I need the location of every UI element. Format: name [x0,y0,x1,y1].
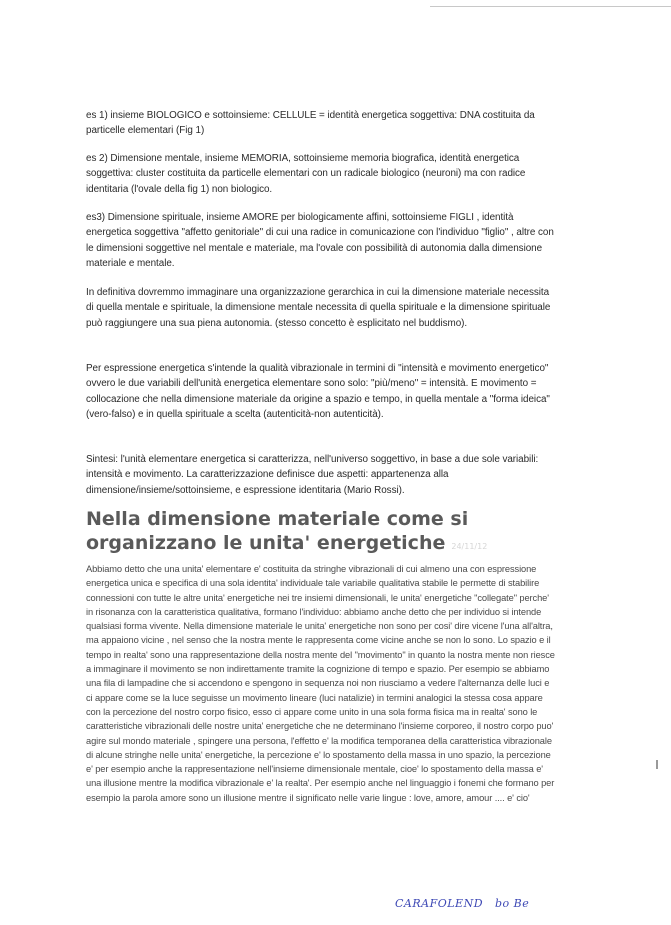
heading-date: 24/11/12 [451,542,488,551]
paragraph-example-3: es3) Dimensione spirituale, insieme AMORE per biologicamente affini, sottoinsieme FIGLI , identità energetica soggettiva "affetto genitoriale" di cui una radice in comunicazione con l'individuo "figlio" , altre con le dimensioni soggettive nel mentale e materiale, ma l'ovale con possibilità di autonomia dalla dimensione materiale e mentale. [86,212,554,270]
article-body: Abbiamo detto che una unita' elementare e' costituita da stringhe vibrazionali di cui almeno una con espressione energetica unica e specifica di una sola identita' individuale tale variabile qualitativa stabile le permette di stabilire connessioni con tutte le altre unita' energetiche nei tre insiemi dimensionali, le unita' energetiche "collegate" perche' in risonanza con la caratteristica qualitativa, formano l'individuo: abbiamo anche detto che per individuo si intende qualsiasi forma vivente. Nella dimensione materiale le unita' energetiche non sono per cosi' dire vicene l'una all'altra, ma appaiono vicine , nel senso che la nostra mente le rappresenta come vicine anche se non lo sono. Lo spazio e il tempo in realta' sono una rappresentazione della nostra mente del "movimento" in quanto la nostra mente non riesce a immaginare il movimento se non indirettamente tramite la cognizione di tempo e spazio. Per esempio se abbiamo una fila di lampadine che si accendono e spengono in sequenza noi non riusciamo a vedere l'alternanza delle luci e ci appare come se la luce seguisse un movimento lineare (luci natalizie) in termini analogici la stessa cosa appare con la percezione del nostro corpo fisico, esso ci appare come unito in una sola forma fisica ma in realta' sono le caratteristiche vibrazionali delle nostre unita' energetiche che ne determinano l'insieme corporeo, il nostro corpo puo' agire sul mondo materiale , spingere una persona, l'effetto e' la modifica temporanea della caratteristica vibrazionale di alcune stringhe nelle unita' energetiche, la percezione e' lo spostamento della massa in uno spazio, la percezione e' per esempio anche la rappresentazione nell'insieme dimensionale mentale, cioe' lo spostamento della massa e' una illusione mentre la modifica vibrazionale e' la realta'. Per esempio anche nel linguaggio i fonemi che formano per esempio la parola amore sono un illusione mentre il significato nelle varie lingue : love, amore, amour .... e' cio' [86,564,555,803]
heading-title: Nella dimensione materiale come si organizzano le unita' energetiche [86,508,469,554]
handwritten-note-left: CARAFOLEND [395,897,484,910]
handwritten-note [395,897,529,910]
paragraph-example-2: es 2) Dimensione mentale, insieme MEMORIA, sottoinsieme memoria biografica, identità energetica soggettiva: cluster costituita da particelle elementari con un radicale biologico (neuroni) ma con radice identitaria (l'ovale della fig 1) non biologico. [86,153,526,195]
scan-speck [656,760,658,769]
paragraph-synthesis: Sintesi: l'unità elementare energetica si caratterizza, nell'universo soggettivo, in base a due sole variabili: intensità e movimento. La caratterizzazione definisce due aspetti: appartenenza alla dimensione/insieme/sottoinsieme, e espressione identitaria (Mario Rossi). [86,454,539,496]
paragraph-conclusion: In definitiva dovremmo immaginare una organizzazione gerarchica in cui la dimensione materiale necessita di quella mentale e spirituale, la dimensione mentale necessita di quella spirituale e la dimensione spirituale può raggiungere una sua piena autonomia. (stesso concetto è esplicitato nel buddismo). [86,287,551,329]
paragraph-energetic-expression: Per espressione energetica s'intende la qualità vibrazionale in termini di "intensità e movimento energetico" ovvero le due variabili dell'unità energetica elementare sono solo: "più/meno" = intensità. E movimento = collocazione che nella dimensione materiale da origine a spazio e tempo, in quella mentale a "forma ideica"(vero-falso) e in quella spirituale a scelta (autenticità-non autenticità). [86,363,550,421]
section-heading [86,507,576,559]
paragraph-example-1: es 1) insieme BIOLOGICO e sottoinsieme: CELLULE = identità energetica soggettiva: DNA costituita da particelle elementari (Fig 1) [86,110,535,137]
handwritten-note-right: bo Be [495,897,530,910]
scan-edge-line [430,6,671,7]
